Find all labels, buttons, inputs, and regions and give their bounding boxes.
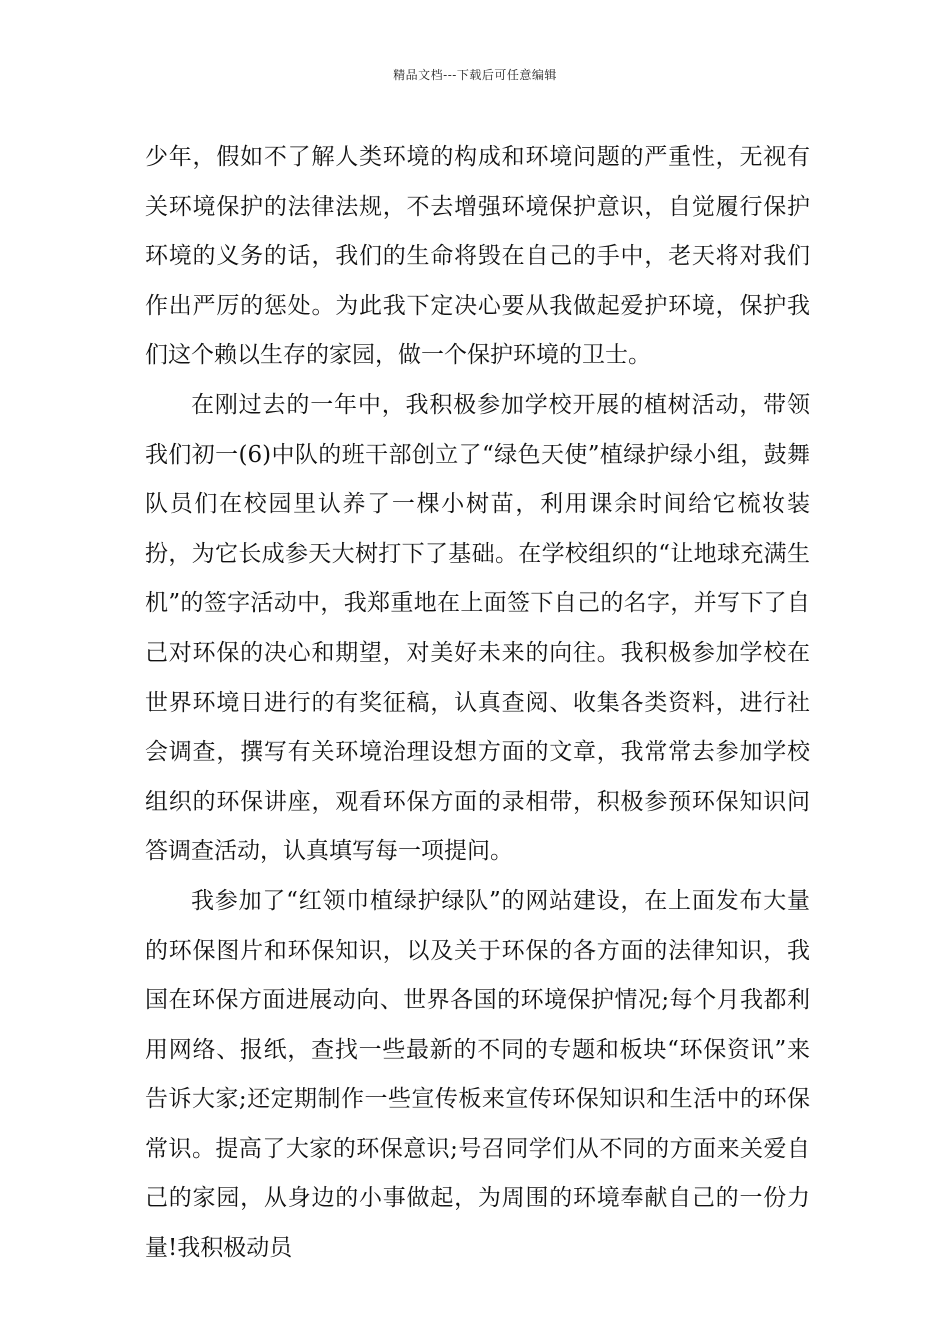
paragraph-tree-planting: 在刚过去的一年中，我积极参加学校开展的植树活动，带领我们初一(6)中队的班干部创立了“绿色天使”植绿护绿小组，鼓舞队员们在校园里认养了一棵小树苗，利用课余时间给它梳妆装扮，为它长成参天大树打下了基础。在学校组织的“让地球充满生机”的签字活动中，我郑重地在上面签下自己的名字，并写下了自己对环保的决心和期望，对美好未来的向往。我积极参加学校在世界环境日进行的有奖征稿，认真查阅、收集各类资料，进行社会调查，撰写有关环境治理设想方面的文章，我常常去参加学校组织的环保讲座，观看环保方面的录相带，积极参预环保知识问答调查活动，认真填写每一项提问。 [145,391,810,865]
paragraph-continuation: 少年，假如不了解人类环境的构成和环境问题的严重性，无视有关环境保护的法律法规，不去增强环境保护意识，自觉履行保护环境的义务的话，我们的生命将毁在自己的手中，老天将对我们作出严厉的惩处。为此我下定决心要从我做起爱护环境，保护我们这个赖以生存的家园，做一个保护环境的卫士。 [145,144,810,369]
page-header: 精品文档---下载后可任意编辑 [393,68,557,82]
paragraph-website: 我参加了“红领巾植绿护绿队”的网站建设，在上面发布大量的环保图片和环保知识，以及关于环保的各方面的法律知识，我国在环保方面进展动向、世界各国的环境保护情况;每个月我都利用网络、报纸，查找一些最新的不同的专题和板块“环保资讯”来告诉大家;还定期制作一些宣传板来宣传环保知识和生活中的环保常识。提高了大家的环保意识;号召同学们从不同的方面来关爱自己的家园，从身边的小事做起，为周围的环境奉献自己的一份力量!我积极动员 [145,887,810,1262]
document-body [145,133,810,1274]
